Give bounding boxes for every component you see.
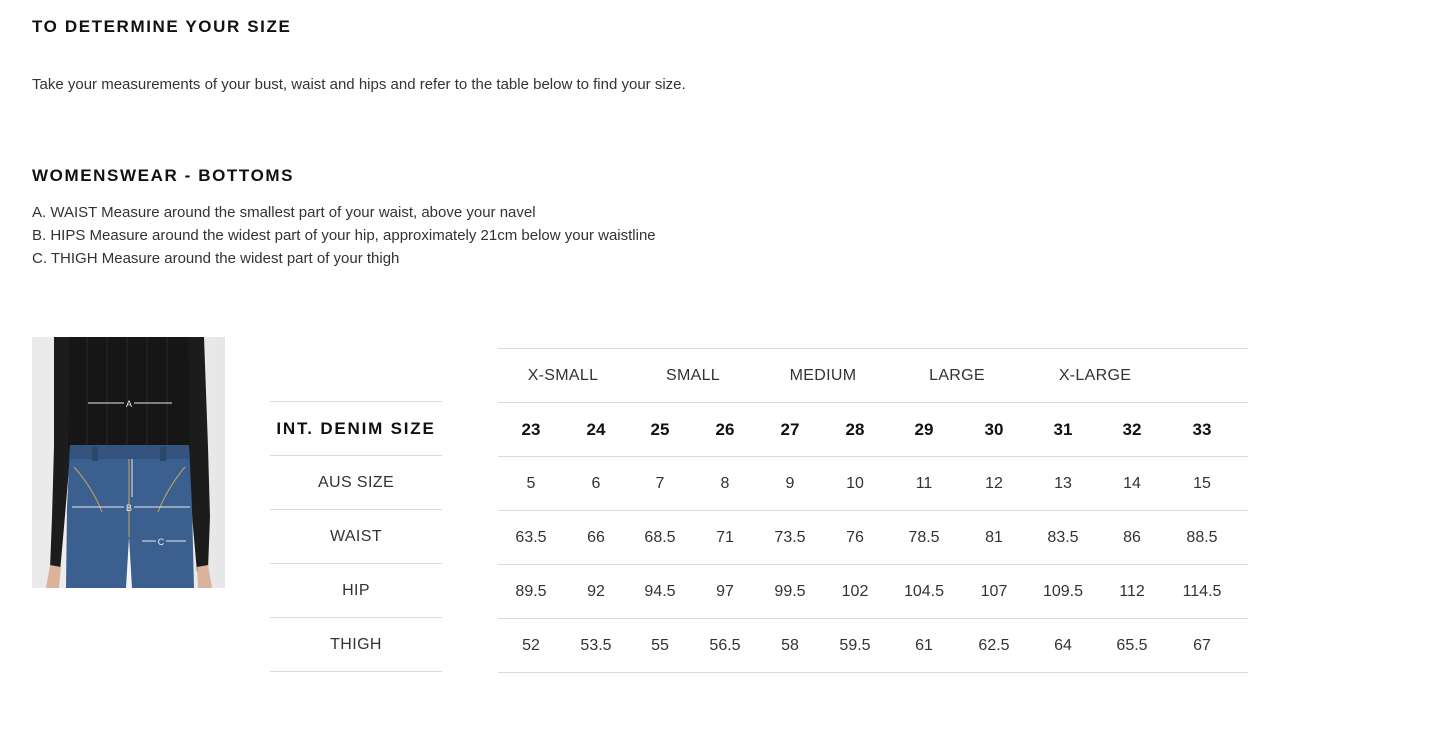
waist-cell: 88.5 [1186, 528, 1218, 546]
aus-size-cell: 14 [1123, 474, 1141, 492]
category-x-large: X-LARGE [1058, 366, 1132, 384]
thigh-cell: 58 [781, 636, 799, 654]
category-x-small: X-SMALL [527, 366, 599, 384]
aus-size-cell: 5 [526, 474, 536, 492]
hip-cell: 99.5 [774, 582, 806, 600]
denim-size-cell: 32 [1122, 419, 1142, 439]
aus-size-cell: 9 [785, 474, 795, 492]
label-waist: WAIST [270, 509, 442, 563]
instruction-waist: A. WAIST Measure around the smallest part of your waist, above your navel [32, 204, 536, 221]
thigh-row [498, 618, 1248, 673]
aus-size-cell: 7 [655, 474, 665, 492]
aus-size-cell: 11 [915, 474, 933, 492]
denim-size-cell: 26 [715, 419, 735, 439]
row-labels [270, 401, 442, 672]
category-large: LARGE [929, 366, 985, 384]
hip-cell: 92 [587, 582, 605, 600]
denim-size-cell: 25 [650, 419, 670, 439]
thigh-cell: 55 [651, 636, 669, 654]
waist-cell: 63.5 [515, 528, 547, 546]
marker-c-label: C [157, 537, 165, 547]
aus-size-cell: 10 [846, 474, 864, 492]
model-measurement-image [32, 337, 225, 588]
aus-size-cell: 12 [985, 474, 1003, 492]
waist-cell: 81 [985, 528, 1003, 546]
section-heading: WOMENSWEAR - BOTTOMS [32, 166, 295, 185]
hip-cell: 89.5 [515, 582, 547, 600]
intro-text: Take your measurements of your bust, waist and hips and refer to the table below to find your size. [32, 76, 686, 93]
denim-size-cell: 28 [845, 419, 865, 439]
thigh-cell: 53.5 [580, 636, 612, 654]
waist-cell: 66 [587, 528, 605, 546]
denim-size-row [498, 402, 1248, 456]
hip-cell: 109.5 [1042, 582, 1084, 600]
waist-cell: 76 [846, 528, 864, 546]
label-thigh: THIGH [270, 617, 442, 672]
denim-size-cell: 27 [780, 419, 800, 439]
thigh-cell: 52 [522, 636, 540, 654]
category-row [498, 348, 1248, 402]
page-heading: TO DETERMINE YOUR SIZE [32, 17, 292, 36]
hip-cell: 102 [841, 582, 869, 600]
thigh-cell: 65.5 [1116, 636, 1148, 654]
waist-cell: 71 [716, 528, 734, 546]
instruction-hips: B. HIPS Measure around the widest part of your hip, approximately 21cm below your waistline [32, 227, 656, 244]
thigh-cell: 59.5 [839, 636, 871, 654]
instruction-thigh: C. THIGH Measure around the widest part of your thigh [32, 250, 400, 267]
denim-size-cell: 29 [914, 419, 934, 439]
aus-size-cell: 6 [591, 474, 601, 492]
waist-cell: 73.5 [774, 528, 806, 546]
hip-cell: 97 [716, 582, 734, 600]
denim-size-cell: 31 [1053, 419, 1073, 439]
hip-cell: 107 [980, 582, 1008, 600]
thigh-cell: 62.5 [978, 636, 1010, 654]
category-small: SMALL [666, 366, 720, 384]
hip-cell: 114.5 [1182, 582, 1222, 600]
waist-cell: 78.5 [908, 528, 940, 546]
aus-size-cell: 15 [1193, 474, 1211, 492]
label-aus-size: AUS SIZE [270, 455, 442, 509]
denim-size-cell: 30 [984, 419, 1004, 439]
waist-cell: 83.5 [1047, 528, 1079, 546]
waist-cell: 86 [1123, 528, 1141, 546]
label-int-denim-size: INT. DENIM SIZE [270, 401, 442, 455]
thigh-cell: 56.5 [709, 636, 741, 654]
marker-b-label: B [125, 503, 133, 513]
waist-cell: 68.5 [644, 528, 676, 546]
size-table [498, 348, 1248, 673]
hip-cell: 112 [1119, 582, 1145, 600]
measurement-instructions [32, 201, 656, 270]
denim-size-cell: 24 [586, 419, 606, 439]
aus-size-cell: 8 [720, 474, 730, 492]
aus-size-row [498, 456, 1248, 510]
thigh-cell: 67 [1193, 636, 1211, 654]
marker-a-label: A [125, 399, 133, 409]
denim-size-cell: 23 [521, 419, 541, 439]
category-medium: MEDIUM [789, 366, 857, 384]
denim-size-cell: 33 [1192, 419, 1212, 439]
hip-cell: 94.5 [644, 582, 676, 600]
hip-cell: 104.5 [903, 582, 945, 600]
thigh-cell: 61 [915, 636, 933, 654]
thigh-cell: 64 [1054, 636, 1072, 654]
aus-size-cell: 13 [1054, 474, 1072, 492]
hip-row [498, 564, 1248, 618]
waist-row [498, 510, 1248, 564]
label-hip: HIP [270, 563, 442, 617]
